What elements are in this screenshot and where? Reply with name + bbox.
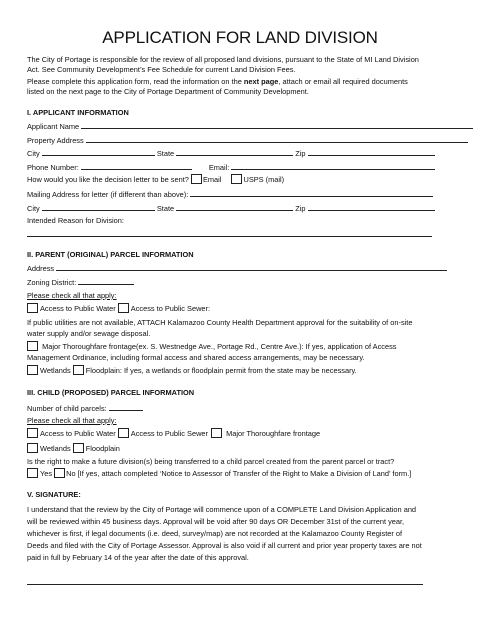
parent-water-checkbox[interactable] — [27, 303, 38, 313]
parent-floodplain-label: Floodplain: If yes, a wetlands or floodplain permit from the state may be necessary. — [85, 366, 357, 375]
email-option-label: Email — [202, 175, 222, 184]
usps-checkbox[interactable] — [231, 174, 242, 184]
parent-sewer-label: Access to Public Sewer: — [130, 304, 211, 313]
intro-line-3 — [27, 77, 408, 87]
intro-line-1: The City of Portage is responsible for the review of all proposed land divisions, pursuant to the State of MI Land Division — [27, 55, 419, 64]
city-field[interactable] — [42, 148, 155, 156]
section-2-heading: II. PARENT (ORIGINAL) PARCEL INFORMATION — [27, 250, 194, 259]
applicant-name-field[interactable] — [81, 121, 473, 129]
phone-email-row — [27, 162, 435, 173]
intro-line-4: listed on the next page to the City of Portage Department of Community Development. — [27, 87, 309, 96]
state-field[interactable] — [176, 148, 293, 156]
child-floodplain-checkbox[interactable] — [73, 443, 84, 453]
zip-label-2: Zip — [295, 204, 306, 213]
child-water-label: Access to Public Water — [40, 429, 116, 438]
parent-address-field[interactable] — [56, 263, 447, 271]
zip-label: Zip — [295, 149, 306, 158]
phone-field[interactable] — [81, 162, 192, 170]
zoning-label: Zoning District: — [27, 278, 77, 287]
signature-text-3: whichever is first, if legal documents (i.e. deed, survey/map) are not recorded at the Kalamazoo County Register of — [27, 529, 403, 538]
mailing-address-label: Mailing Address for letter (if different than above): — [27, 190, 189, 199]
property-address-label: Property Address — [27, 136, 84, 145]
utilities-note-1: If public utilities are not available, ATTACH Kalamazoo County Health Department approval for the suitability of on-site — [27, 318, 413, 327]
transfer-yes-checkbox[interactable] — [27, 468, 38, 478]
intended-reason-field[interactable] — [27, 236, 432, 237]
transfer-no-checkbox[interactable] — [54, 468, 65, 478]
state-label: State — [156, 149, 175, 158]
zoning-row — [27, 277, 134, 288]
property-address-field[interactable] — [86, 135, 468, 143]
zip-field[interactable] — [308, 148, 435, 156]
decision-question: How would you like the decision letter to be sent? — [27, 175, 189, 184]
section-1-heading: I. APPLICANT INFORMATION — [27, 108, 129, 117]
parent-address-row — [27, 263, 447, 274]
child-parcels-row — [27, 403, 143, 414]
form-title: APPLICATION FOR LAND DIVISION — [102, 28, 378, 47]
child-wetlands-checkbox[interactable] — [27, 443, 38, 453]
child-thoroughfare-checkbox[interactable] — [211, 428, 222, 438]
state-field-2[interactable] — [176, 203, 293, 211]
child-check-all-label: Please check all that apply: — [27, 416, 117, 425]
intro-line-3-pre: Please complete this application form, read the information on the — [27, 77, 244, 86]
parent-thoroughfare-label: Major Thoroughfare frontage(ex. S. Westnedge Ave., Portage Rd., Centre Ave.): If yes, application of Access — [42, 342, 397, 351]
parent-sewer-checkbox[interactable] — [118, 303, 129, 313]
child-floodplain-label: Floodplain — [85, 444, 120, 453]
state-label-2: State — [156, 204, 175, 213]
utilities-note-2: water supply and/or sewage disposal. — [27, 329, 151, 338]
child-wetlands-label: Wetlands — [40, 444, 71, 453]
parent-thoroughfare-checkbox[interactable] — [27, 341, 38, 351]
city-state-zip-row — [27, 148, 435, 159]
parent-water-label: Access to Public Water — [40, 304, 116, 313]
parent-utilities-row — [27, 303, 210, 314]
parent-address-label: Address — [27, 264, 55, 273]
parent-wetlands-checkbox[interactable] — [27, 365, 38, 375]
intro-line-2: Act. See Community Development’s Fee Schedule for current Land Division Fees. — [27, 65, 296, 74]
city-label-2: City — [27, 204, 40, 213]
parent-thoroughfare-row — [27, 341, 396, 352]
intro-next-page: next page — [243, 77, 279, 86]
city-state-zip-row-2 — [27, 203, 435, 214]
child-parcels-label: Number of child parcels: — [27, 404, 107, 413]
property-address-row — [27, 135, 468, 146]
mailing-address-field[interactable] — [190, 189, 433, 197]
section-3-heading: III. CHILD (PROPOSED) PARCEL INFORMATION — [27, 388, 195, 397]
child-thoroughfare-label: Major Thoroughfare frontage — [226, 429, 321, 438]
email-label: Email: — [208, 163, 230, 172]
city-label: City — [27, 149, 40, 158]
transfer-yes-label: Yes — [40, 469, 53, 478]
child-utilities-row — [27, 428, 320, 439]
child-parcels-field[interactable] — [109, 403, 143, 411]
parent-check-all-label: Please check all that apply: — [27, 291, 117, 300]
parent-thoroughfare-note: Management Ordinance, including formal access and shared access arrangements, may be necessary. — [27, 353, 365, 362]
signature-line[interactable] — [27, 584, 423, 585]
email-checkbox[interactable] — [191, 174, 202, 184]
decision-letter-row — [27, 174, 284, 185]
parent-wetlands-label: Wetlands — [40, 366, 71, 375]
parent-floodplain-checkbox[interactable] — [73, 365, 84, 375]
signature-text-1: I understand that the review by the City of Portage will commence upon of a COMPLETE Land Division Application and — [27, 505, 417, 514]
intended-reason-label: Intended Reason for Division: — [27, 216, 124, 225]
transfer-no-label: No [If yes, attach completed ‘Notice to Assessor of Transfer of the Right to Make a Division of Land’ form.] — [66, 469, 412, 478]
signature-text-2: will be reviewed within 45 business days. Approval will be void after 90 days OR December 31st of the current year, — [27, 517, 405, 526]
child-sewer-label: Access to Public Sewer — [130, 429, 209, 438]
transfer-right-row — [27, 468, 411, 479]
transfer-right-question: Is the right to make a future division(s) being transferred to a child parcel created from the parent parcel or tract? — [27, 457, 395, 466]
section-5-heading: V. SIGNATURE: — [27, 490, 81, 499]
child-water-checkbox[interactable] — [27, 428, 38, 438]
signature-text-5: paid in full by February 14 of the year after the date of this approval. — [27, 553, 249, 562]
email-field[interactable] — [231, 162, 435, 170]
phone-label: Phone Number: — [27, 163, 79, 172]
intro-line-3-post: , attach or email all required documents — [278, 77, 408, 86]
applicant-name-label: Applicant Name — [27, 122, 80, 131]
applicant-name-row — [27, 121, 473, 132]
child-sewer-checkbox[interactable] — [118, 428, 129, 438]
signature-text-4: Deeds and filed with the City of Portage Assessor. Approval is also void if all current and prior year property taxes are not — [27, 541, 422, 550]
usps-option-label: USPS (mail) — [243, 175, 285, 184]
zoning-field[interactable] — [78, 277, 134, 285]
city-field-2[interactable] — [42, 203, 155, 211]
child-wetlands-row — [27, 443, 120, 454]
parent-wetlands-row — [27, 365, 357, 376]
mailing-address-row — [27, 189, 433, 200]
zip-field-2[interactable] — [308, 203, 435, 211]
